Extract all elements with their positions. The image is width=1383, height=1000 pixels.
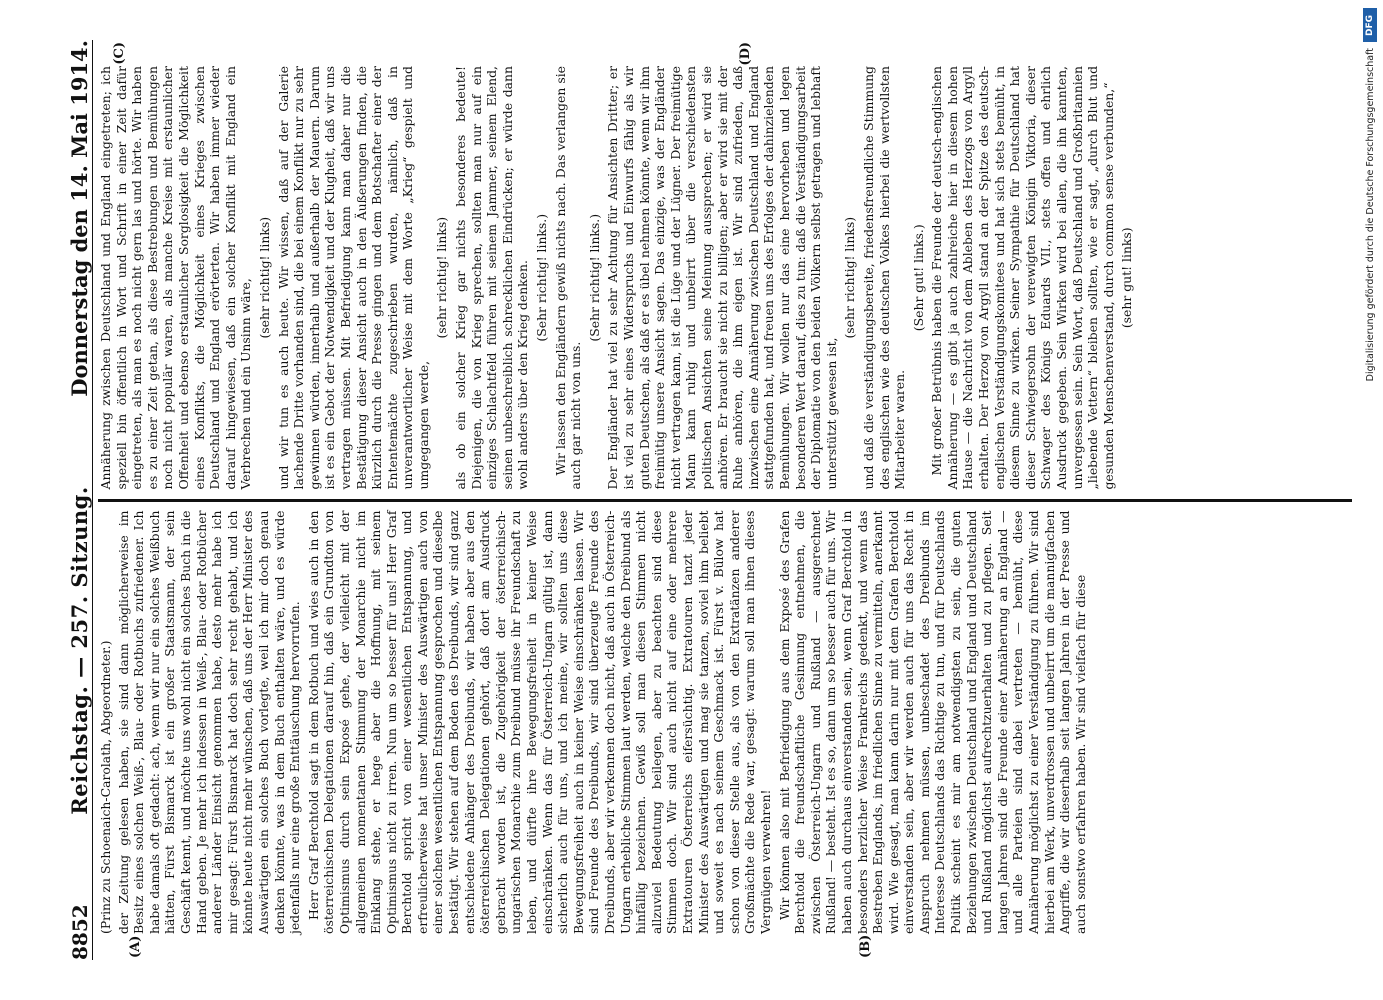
page-number: 8852	[68, 904, 92, 960]
paragraph: Wir können also mit Befriedigung aus dem Exposé des Grafen Berchtold die freundschaftliche Gesinnung entnehmen, die zwischen Österreich-Ungarn und Rußland — ausgerechnet Rußland! — besteht. Ist es so, dann um so besser auch für uns. Wir haben auch durchaus einverstanden sein, wenn Graf Berchtold in besonders herzlicher Weise Frankreichs gedenkt, und wenn das Bestreben Englands, im friedlichen Sinne zu vermitteln, anerkannt wird. Wie gesagt, man kann darin nur mit dem Grafen Berchtold einverstanden sein, aber wir werden auch für uns das Recht in Anspruch nehmen müssen, unbeschadet des Dreibunds im Interesse Deutschlands das Richtige zu tun, und für Deutschlands Politik scheint es mir am notwendigsten zu sein, die guten Beziehungen zwischen Deutschland und England und Deutschland und Rußland möglichst aufrechtzuerhalten und zu pflegen. Seit langen Jahren sind die Freunde einer Annäherung an England — und alle Parteien sind dabei vertreten — bemüht, diese Annäherung möglichst zu einer Verständigung zu führen. Wir sind hierbei am Werk, unverdrossen und unbeirrt um die mannigfachen Angriffe, die wir dieserhalb seit langen Jahren in der Presse und auch sonstwo erfahren haben. Wir sind vielfach für diese	[776, 510, 1088, 934]
paragraph: und daß die verständigungsbereite, friedensfreundliche Stimmung des englischen wie des deutschen Volkes hierbei die wertvollsten Mitarbeiter waren.	[860, 66, 908, 490]
interjection: (sehr richtig! links)	[256, 216, 272, 339]
text-columns	[98, 40, 1352, 960]
interjection: (Sehr richtig! links.)	[534, 213, 550, 342]
interjection: (Sehr gut! links.)	[910, 224, 926, 332]
paragraph: Herr Graf Berchtold sagt in dem Rotbuch und wies auch in den österreichischen Delegationen darauf hin, daß ein Grundton von Optimismus durch sein Exposé gehe, der vielleicht mit der allgemeinen momentanen Stimmung der Monarchie nicht im Einklang stehe, er hege aber die Hoffnung, mit seinem Optimismus nicht zu irren. Nun um so besser für uns! Herr Graf Berchtold spricht von einer wesentlichen Entspannung, und erfreulicherweise hat unser Minister des Auswärtigen auch von einer solchen wesentlichen Entspannung gesprochen und dieselbe bestätigt. Wir stehen auf dem Boden des Dreibunds, wir sind ganz entschiedene Anhänger des Dreibunds, wir haben aber aus den österreichischen Delegationen gehört, daß dort am Ausdruck gebracht worden ist, die Zugehörigkeit der österreichisch-ungarischen Monarchie zum Dreibund müsse ihr Freundschaft zu leben, und dürfte ihre Bewegungsfreiheit in keiner Weise einschränken. Wenn das für Österreich-Ungarn gültig ist, dann sicherlich auch für uns, und ich meine, wir sollten uns diese Bewegungsfreiheit auch in keiner Weise einschränken lassen. Wir sind Freunde des Dreibunds, wir sind überzeugte Freunde des Dreibunds, aber wir verkennen doch nicht, daß auch in Österreich-Ungarn erhebliche Stimmen laut werden, welche den Dreibund als hinfällig bezeichnen. Gewiß soll man diesen Stimmen nicht allzuviel Bedeutung beilegen, aber zu beachten sind diese Stimmen doch. Wir sind auch nicht auf eine oder mehrere Extratouren Österreichs eifersüchtig. Extratouren tanzt jeder Minister des Auswärtigen und mag sie tanzen, soviel ihm beliebt und soweit es nach seinem Geschmack ist. Fürst v. Bülow hat schon von dieser Stelle aus, als von den Extratänzen anderer Großmächte die Rede war, gesagt: warum soll man ihnen dieses Vergnügen verwehren!	[305, 510, 773, 934]
margin-marker-d: (D)	[738, 42, 753, 66]
speaker-line: (Prinz zu Schoenaich-Carolath, Abgeordneter.)	[98, 640, 113, 934]
digitization-credit: Digitalisierung gefördert durch die Deutsche Forschungsgemeinschaft	[1364, 48, 1376, 382]
interjection: (Sehr richtig! links.)	[586, 213, 602, 342]
dfg-logo: DFG	[1363, 8, 1377, 42]
rotated-newspaper-page	[62, 40, 1352, 960]
paragraph: Annäherung zwischen Deutschland und England eingetreten; ich speziell bin öffentlich in Wort und Schrift in einer Zeit dafür eingetreten, als man es noch nicht gern las und hörte. Wir haben es zu einer Zeit getan, als diese Bestrebungen und Bemühungen noch nicht populär waren, als manche Kreise mit erstaunlicher Offenheit und ebenso erstaunlicher Sorglosigkeit die Möglichkeit eines Konflikts, die Möglichkeit eines Krieges zwischen Deutschland und England erörterten. Wir haben immer wieder darauf hingewiesen, daß ein solcher Konflikt mit England ein Verbrechen und ein Unsinn wäre,	[98, 66, 254, 490]
paragraph: der Zeitung gelesen haben, sie sind dann möglicherweise im Besitz eines solchen Weiß-, Blau- oder Rotbuchs zufriedener. Ich habe damals oft gedacht: ach, wenn wir nur ein solches Weißbuch hätten, Fürst Bismarck ist ein großer Staatsmann, der sein Geschäft kennt, und möchte uns wohl nicht ein solches Buch in die Hand geben. Je mehr ich indessen in Weiß-, Blau- oder Rotbücher anderer Länder Einsicht genommen habe, desto mehr habe ich mir gesagt: Fürst Bismarck hat doch sehr recht gehabt, und ich könnte heute nicht mehr wünschen, daß uns der Herr Minister des Auswärtigen ein solches Buch vorlegte, weil ich mir doch genau denken könnte, was in dem Buch enthalten wäre, und es würde jedenfalls nur eine große Enttäuschung hervorrufen.	[115, 510, 303, 934]
interjection: (sehr gut! links)	[1119, 227, 1135, 329]
session-title: Reichstag. — 257. Sitzung.	[67, 486, 92, 815]
interjection: (sehr richtig! links)	[434, 216, 450, 339]
paragraph: Wir lassen den Engländern gewiß nichts nach. Das verlangen sie auch gar nicht von uns.	[552, 66, 584, 490]
paragraph: Mit großer Betrübnis haben die Freunde der deutsch-englischen Annäherung — es gibt ja auch zahlreiche hier in diesem hohen Hause — die Nachricht von dem Ableben des Herzogs von Argyll erhalten. Der Herzog von Argyll stand an der Spitze des deutsch-englischen Verständigungskomitees und hat sich stets bemüht, in diesem Sinne zu wirken. Seiner Sympathie für Deutschland hat dieser Schwiegersohn der verewigten Königin Viktoria, dieser Schwager des Königs Eduards VII., stets offen und ehrlich Ausdruck gegeben. Sein Wirken wird bei allen, die ihn kannten, unvergessen sein. Sein Wort, daß Deutschland und Großbritannien „liebende Vettern“ bleiben sollten, wie er sagt, „durch Blut und gesunden Menschenverstand, durch common sense verbunden,“	[929, 66, 1116, 490]
margin-marker-a: (A)	[128, 935, 143, 958]
left-column	[98, 503, 1352, 961]
paragraph: als ob ein solcher Krieg gar nichts besonderes bedeute! Diejenigen, die von Krieg sprechen, sollten man nur auf ein einziges Schlachtfeld führen mit seinem Jammer, seinem Elend, seinen unbeschreiblich schrecklichen Eindrücken; er würde dann wohl anders über den Krieg denken.	[453, 66, 531, 490]
paragraph: Der Engländer hat viel zu sehr Achtung für Ansichten Dritter; er ist viel zu sehr eines Widerspruchs und Einwurfs fähig als wir guten Deutschen, als daß er es übel nehmen könnte, wenn wir ihm freimütig unsere Ansicht sagen. Das einzige, was der Engländer nicht vertragen kann, ist die Lüge und der Lügner. Der freimütige Mann kann ruhig und unbeirrt über die verschiedensten politischen Ansichten seine Meinung aussprechen; er wird sie anhören. Er braucht sie nicht zu billigen; aber er wird sie mit der Ruhe anhören, die ihm eigen ist. Wir sind zufrieden, daß inzwischen eine Annäherung zwischen Deutschland und England stattgefunden hat, und freuen uns des Erfolges der dahinzielenden Bemühungen. Wir wollen nur das eine hervorheben und legen besonderen Wert darauf, dies zu tun: daß die Verständigungsarbeit der Diplomatie von den beiden Völkern selbst getragen und lebhaft unterstützt gewesen ist,	[605, 66, 839, 490]
interjection: (sehr richtig! links)	[842, 216, 858, 339]
page-header	[62, 40, 93, 960]
paragraph: und wir tun es auch heute. Wir wissen, daß auf der Galerie lachende Dritte vorhanden sind, die bei einem Konflikt nur zu sehr gewinnen würden, innerhalb und außerhalb der Mauern. Darum ist es ein Gebot der Notwendigkeit und der Klugheit, daß wir uns vertragen müssen. Mit Befriedigung kann man daher nur die Bestätigung dieser Ansicht auch in den Äußerungen finden, die kürzlich durch die Presse gingen und dem Botschafter einer der Ententemächte zugeschrieben wurden, nämlich, daß in unverantwortlicher Weise mit dem Worte „Krieg“ gespielt und umgegangen werde,	[275, 66, 431, 490]
right-column	[98, 40, 1352, 503]
margin-marker-c: (C)	[112, 42, 127, 65]
digitization-sidebar	[1359, 0, 1381, 1000]
session-date: Donnerstag den 14. Mai 1914.	[67, 40, 92, 397]
margin-marker-b: (B)	[858, 934, 873, 958]
